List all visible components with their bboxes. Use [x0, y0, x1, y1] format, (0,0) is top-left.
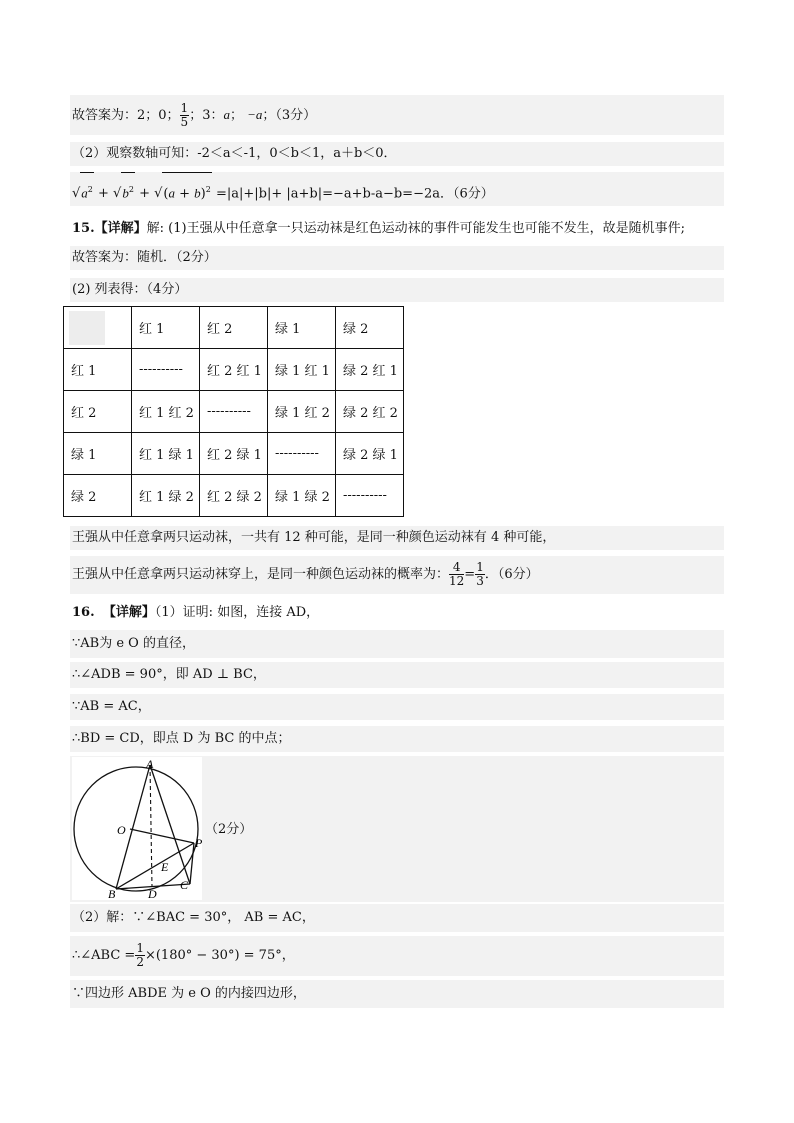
table-cell: 绿 1 红 2 [268, 391, 336, 433]
label-b: B [108, 887, 116, 900]
segment-pc [190, 843, 194, 884]
table-cell: 红 1 绿 2 [132, 475, 200, 517]
q16-midpoint: ∴BD = CD，即点 D 为 BC 的中点； [72, 731, 291, 746]
table-header-row [64, 307, 404, 349]
label-p: P [195, 836, 202, 850]
q16-line-3 [70, 662, 724, 688]
label-e: E [161, 860, 169, 874]
q16-line-6 [70, 904, 724, 932]
fraction-den: 5 [180, 115, 189, 129]
fraction-one-half [135, 942, 145, 969]
q15-conclusion-2-text: 王强从中任意拿两只运动袜穿上，是同一种颜色运动袜的概率为： [72, 567, 450, 582]
fraction-4-12 [449, 561, 464, 588]
table-cell: 红 1 红 2 [132, 391, 200, 433]
detail-tag: 【详解】 [102, 605, 155, 620]
score-6: ．（6分） [484, 567, 539, 582]
q16-line-2 [70, 630, 724, 658]
q15-answer [70, 246, 724, 270]
answer-line-2 [70, 142, 724, 166]
label-a: A [146, 757, 154, 771]
equals: = [464, 567, 476, 582]
label-c: C [180, 878, 189, 892]
q15-conclusion-1 [70, 526, 724, 550]
neg-a: −a [247, 107, 263, 122]
q15-conclusion-1-text: 王强从中任意拿两只运动袜，一共有 12 种可能，是同一种颜色运动袜有 4 种可能， [72, 530, 556, 545]
q16-equal-sides: ∵AB = AC， [72, 699, 151, 714]
answer-line-1 [70, 95, 724, 135]
table-header-cell: 红 1 [132, 307, 200, 349]
q16-right-angle: ∴∠ADB = 90°，即 AD ⊥ BC， [72, 667, 266, 682]
question-number-15: 15. [72, 221, 95, 236]
q16-proof-intro: （1）证明: 如图，连接 AD， [154, 605, 320, 620]
figure-score: （2分） [205, 822, 253, 837]
q16-line-4 [70, 694, 724, 720]
fraction-num: 1 [136, 941, 144, 955]
circle-geometry-figure [72, 757, 202, 900]
geometry-svg [72, 757, 202, 900]
q16-line-5 [70, 726, 724, 752]
table-cell: 绿 1 红 1 [268, 349, 336, 391]
label-o: O [117, 823, 126, 837]
table-cell: 绿 2 [64, 475, 132, 517]
label-d: D [148, 887, 157, 900]
table-cell: 红 1 绿 1 [132, 433, 200, 475]
sqrt-expression: $√a^2 + √b^2 + √(a + b)^2$ [72, 186, 212, 201]
fraction-num: 1 [180, 101, 189, 115]
table-cell: 红 2 绿 2 [200, 475, 268, 517]
outcome-table [63, 306, 404, 517]
segment-op [130, 829, 194, 843]
q16-angle-prefix: ∴∠ABC = [72, 948, 136, 963]
fraction-one-fifth [180, 102, 190, 129]
q15-text: 解: (1)王强从中任意拿一只运动袜是红色运动袜的事件可能发生也可能不发生，故是随机事件; [146, 221, 685, 236]
table-cell: 绿 1 [64, 433, 132, 475]
sqrt-result: =|a|+|b|+ |a+b|=−a+b-a−b=−2a．（6分） [215, 186, 494, 202]
q16-cyclic-quad: ∵四边形 ABDE 为 e O 的内接四边形， [72, 986, 306, 1001]
fraction-den: 12 [449, 574, 465, 588]
score-3: ；（3分） [262, 108, 317, 123]
q15-part2 [70, 278, 724, 302]
table-cell: 绿 1 绿 2 [268, 475, 336, 517]
detail-tag: 【详解】 [94, 221, 147, 236]
answer-mid: ；3： [189, 108, 224, 123]
q15-line-1 [70, 218, 724, 240]
question-number-16: 16. [72, 605, 95, 620]
table-cell: ---------- [132, 349, 200, 391]
table-cell: 红 2 红 1 [200, 349, 268, 391]
fraction-1-3 [475, 561, 485, 588]
q16-line-8 [70, 980, 724, 1008]
table-cell: 绿 2 绿 1 [336, 433, 404, 475]
table-row [64, 391, 404, 433]
table-header-cell: 绿 2 [336, 307, 404, 349]
table-row [64, 475, 404, 517]
table-cell: ---------- [268, 433, 336, 475]
fraction-num: 1 [476, 560, 484, 574]
table-cell: ---------- [200, 391, 268, 433]
table-cell: 绿 2 红 2 [336, 391, 404, 433]
table-row [64, 433, 404, 475]
table-header-cell: 红 2 [200, 307, 268, 349]
fraction-num: 4 [449, 561, 464, 575]
answer-line-3 [70, 172, 724, 206]
circle-o [74, 767, 198, 891]
q16-line-1 [70, 602, 724, 624]
answer-prefix: 故答案为：2；0； [72, 108, 180, 123]
table-header-cell: 绿 1 [268, 307, 336, 349]
q16-line-7 [70, 936, 724, 976]
table-corner [64, 307, 132, 349]
q15-answer-text: 故答案为：随机．（2分） [72, 250, 217, 265]
fraction-den: 3 [476, 574, 484, 588]
table-cell: 红 1 [64, 349, 132, 391]
table-cell: 红 2 绿 1 [200, 433, 268, 475]
fraction-den: 2 [136, 955, 144, 969]
table-cell: 红 2 [64, 391, 132, 433]
q16-angle-result: ×(180° − 30°) = 75°， [144, 948, 295, 963]
q15-part2-text: (2) 列表得：（4分） [72, 282, 188, 297]
q16-diameter: ∵AB为 e O 的直径， [72, 636, 195, 651]
q16-part2-given: （2）解：∵∠BAC = 30°， AB = AC， [72, 910, 315, 925]
q15-conclusion-2 [70, 556, 724, 594]
var-a: a [223, 107, 230, 122]
table-cell: ---------- [336, 475, 404, 517]
table-row [64, 349, 404, 391]
number-line-observation: （2）观察数轴可知：-2＜a＜-1，0＜b＜1，a＋b＜0． [72, 146, 397, 161]
table-cell: 绿 2 红 1 [336, 349, 404, 391]
sep: ； [229, 108, 243, 123]
